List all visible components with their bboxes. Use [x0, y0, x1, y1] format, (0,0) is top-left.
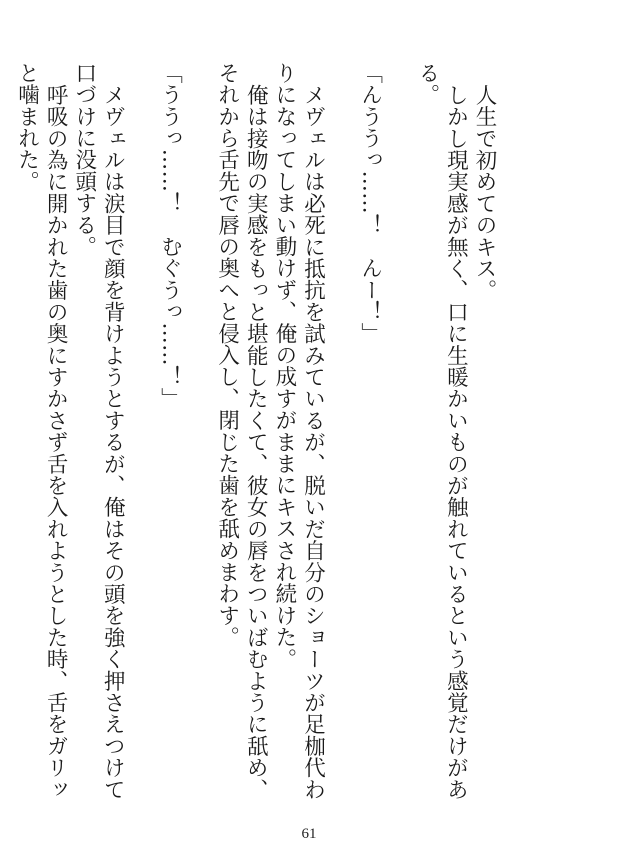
paragraph-4: 俺は接吻の実感をもっと堪能したくて、彼女の唇をついばむように舐め、それから舌先で唇の奥へと侵入し、閉じた歯を舐めまわす。 [214, 62, 269, 800]
page-number: 61 [301, 826, 317, 842]
paragraph-1: 人生で初めてのキス。 [472, 83, 497, 301]
paragraph-2: しかし現実感が無く、口に生暖かいものが触れているという感覚だけがある。 [414, 62, 469, 800]
dialogue-2: 「ううっ……！ むぐうっ……！」 [157, 62, 183, 410]
vertical-text-body [12, 62, 498, 802]
dialogue-1: 「んううっ……！ んー！」 [357, 62, 383, 345]
paragraph-6: 呼吸の為に開かれた歯の奥にすかさず舌を入れようとした時、舌をガリッと噛まれた。 [14, 62, 69, 800]
paragraph-5: メヴェルは涙目で顔を背けようとするが、俺はその頭を強く押さえつけて口づけに没頭する。 [71, 62, 126, 800]
paragraph-3: メヴェルは必死に抵抗を試みているが、脱いだ自分のショーツが足枷代わりになってしまい動けず、俺の成すがままにキスされ続けた。 [271, 62, 326, 800]
